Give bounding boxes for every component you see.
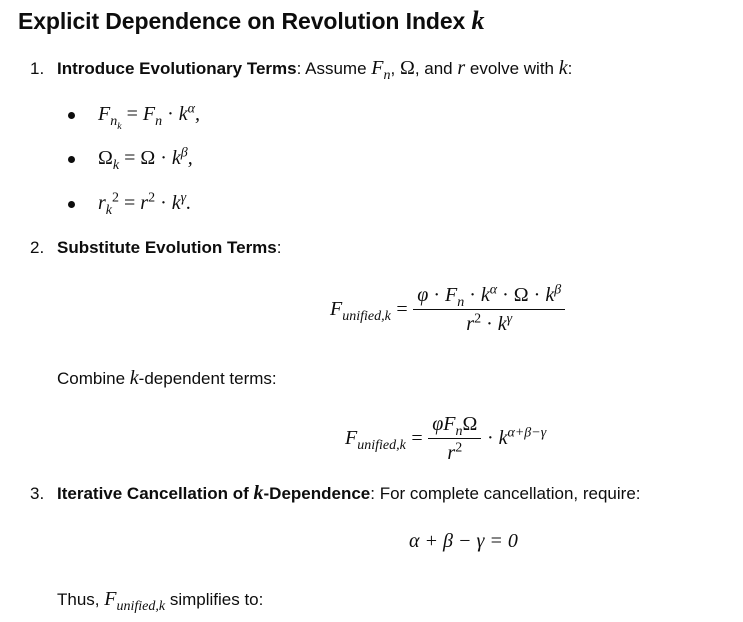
bullet-dot xyxy=(68,201,75,208)
step-1-text-b: evolve with xyxy=(469,59,555,78)
fraction: $\frac{\varphi F_n\Omega}{r^2}$ xyxy=(428,413,481,465)
step-2-number: 2. xyxy=(30,238,45,257)
formula-omega-evolution: $\Omega_k = \Omega \cdot k^\beta$, xyxy=(98,145,193,173)
step-1-text-a: : Assume xyxy=(296,59,367,78)
bullet-dot xyxy=(68,156,75,163)
step-3: 3. Iterative Cancellation of k-Dependence: For complete cancellation, require: xyxy=(30,482,641,504)
step-2: 2. Substitute Evolution Terms: xyxy=(30,238,282,257)
bullet-dot xyxy=(68,112,75,119)
step-1-vars: $F_n$ xyxy=(371,57,391,83)
equation-lhs: $F_{unified,k}$ xyxy=(345,427,406,454)
step-1: 1. Introduce Evolutionary Terms: Assume $F_n$, Ω, and r evolve with k: xyxy=(30,57,573,83)
formula-radius-evolution: $r_k^2 = r^2 \cdot k^\gamma$. xyxy=(98,190,192,218)
section-heading xyxy=(18,6,484,36)
cancellation-condition: α + β − γ = 0 xyxy=(409,530,518,552)
heading-text: Explicit Dependence on Revolution Index xyxy=(18,8,466,34)
step-2-title: Substitute Evolution Terms xyxy=(57,238,277,257)
combine-text: Combine k-dependent terms: xyxy=(57,367,277,389)
equation-lhs: $F_{unified,k}$ xyxy=(330,298,391,325)
step-3-title: Iterative Cancellation of k-Dependence xyxy=(57,482,371,504)
heading-variable: k xyxy=(471,6,485,35)
step-3-number: 3. xyxy=(30,484,45,503)
equation-substituted: $F_{unified,k}$ = $\frac{\varphi \cdot F_n \cdot k^\alpha \cdot \Omega \cdot k^\beta}{r^2 \cdot k^\gamma}$ xyxy=(330,284,565,336)
formula-force-evolution: $F_{n_k} = F_n \cdot k^\alpha$, xyxy=(98,101,200,132)
thus-text: Thus, $F_{unified,k}$ simplifies to: xyxy=(57,588,264,614)
fraction: $\frac{\varphi \cdot F_n \cdot k^\alpha \cdot \Omega \cdot k^\beta}{r^2 \cdot k^\gamma}$ xyxy=(413,284,565,336)
step-1-number: 1. xyxy=(30,59,45,78)
step-1-title: Introduce Evolutionary Terms xyxy=(57,59,297,78)
equation-combined: $F_{unified,k}$ = $\frac{\varphi F_n\Omega}{r^2}$ · $k^{\alpha+\beta-\gamma}$ xyxy=(345,413,547,464)
